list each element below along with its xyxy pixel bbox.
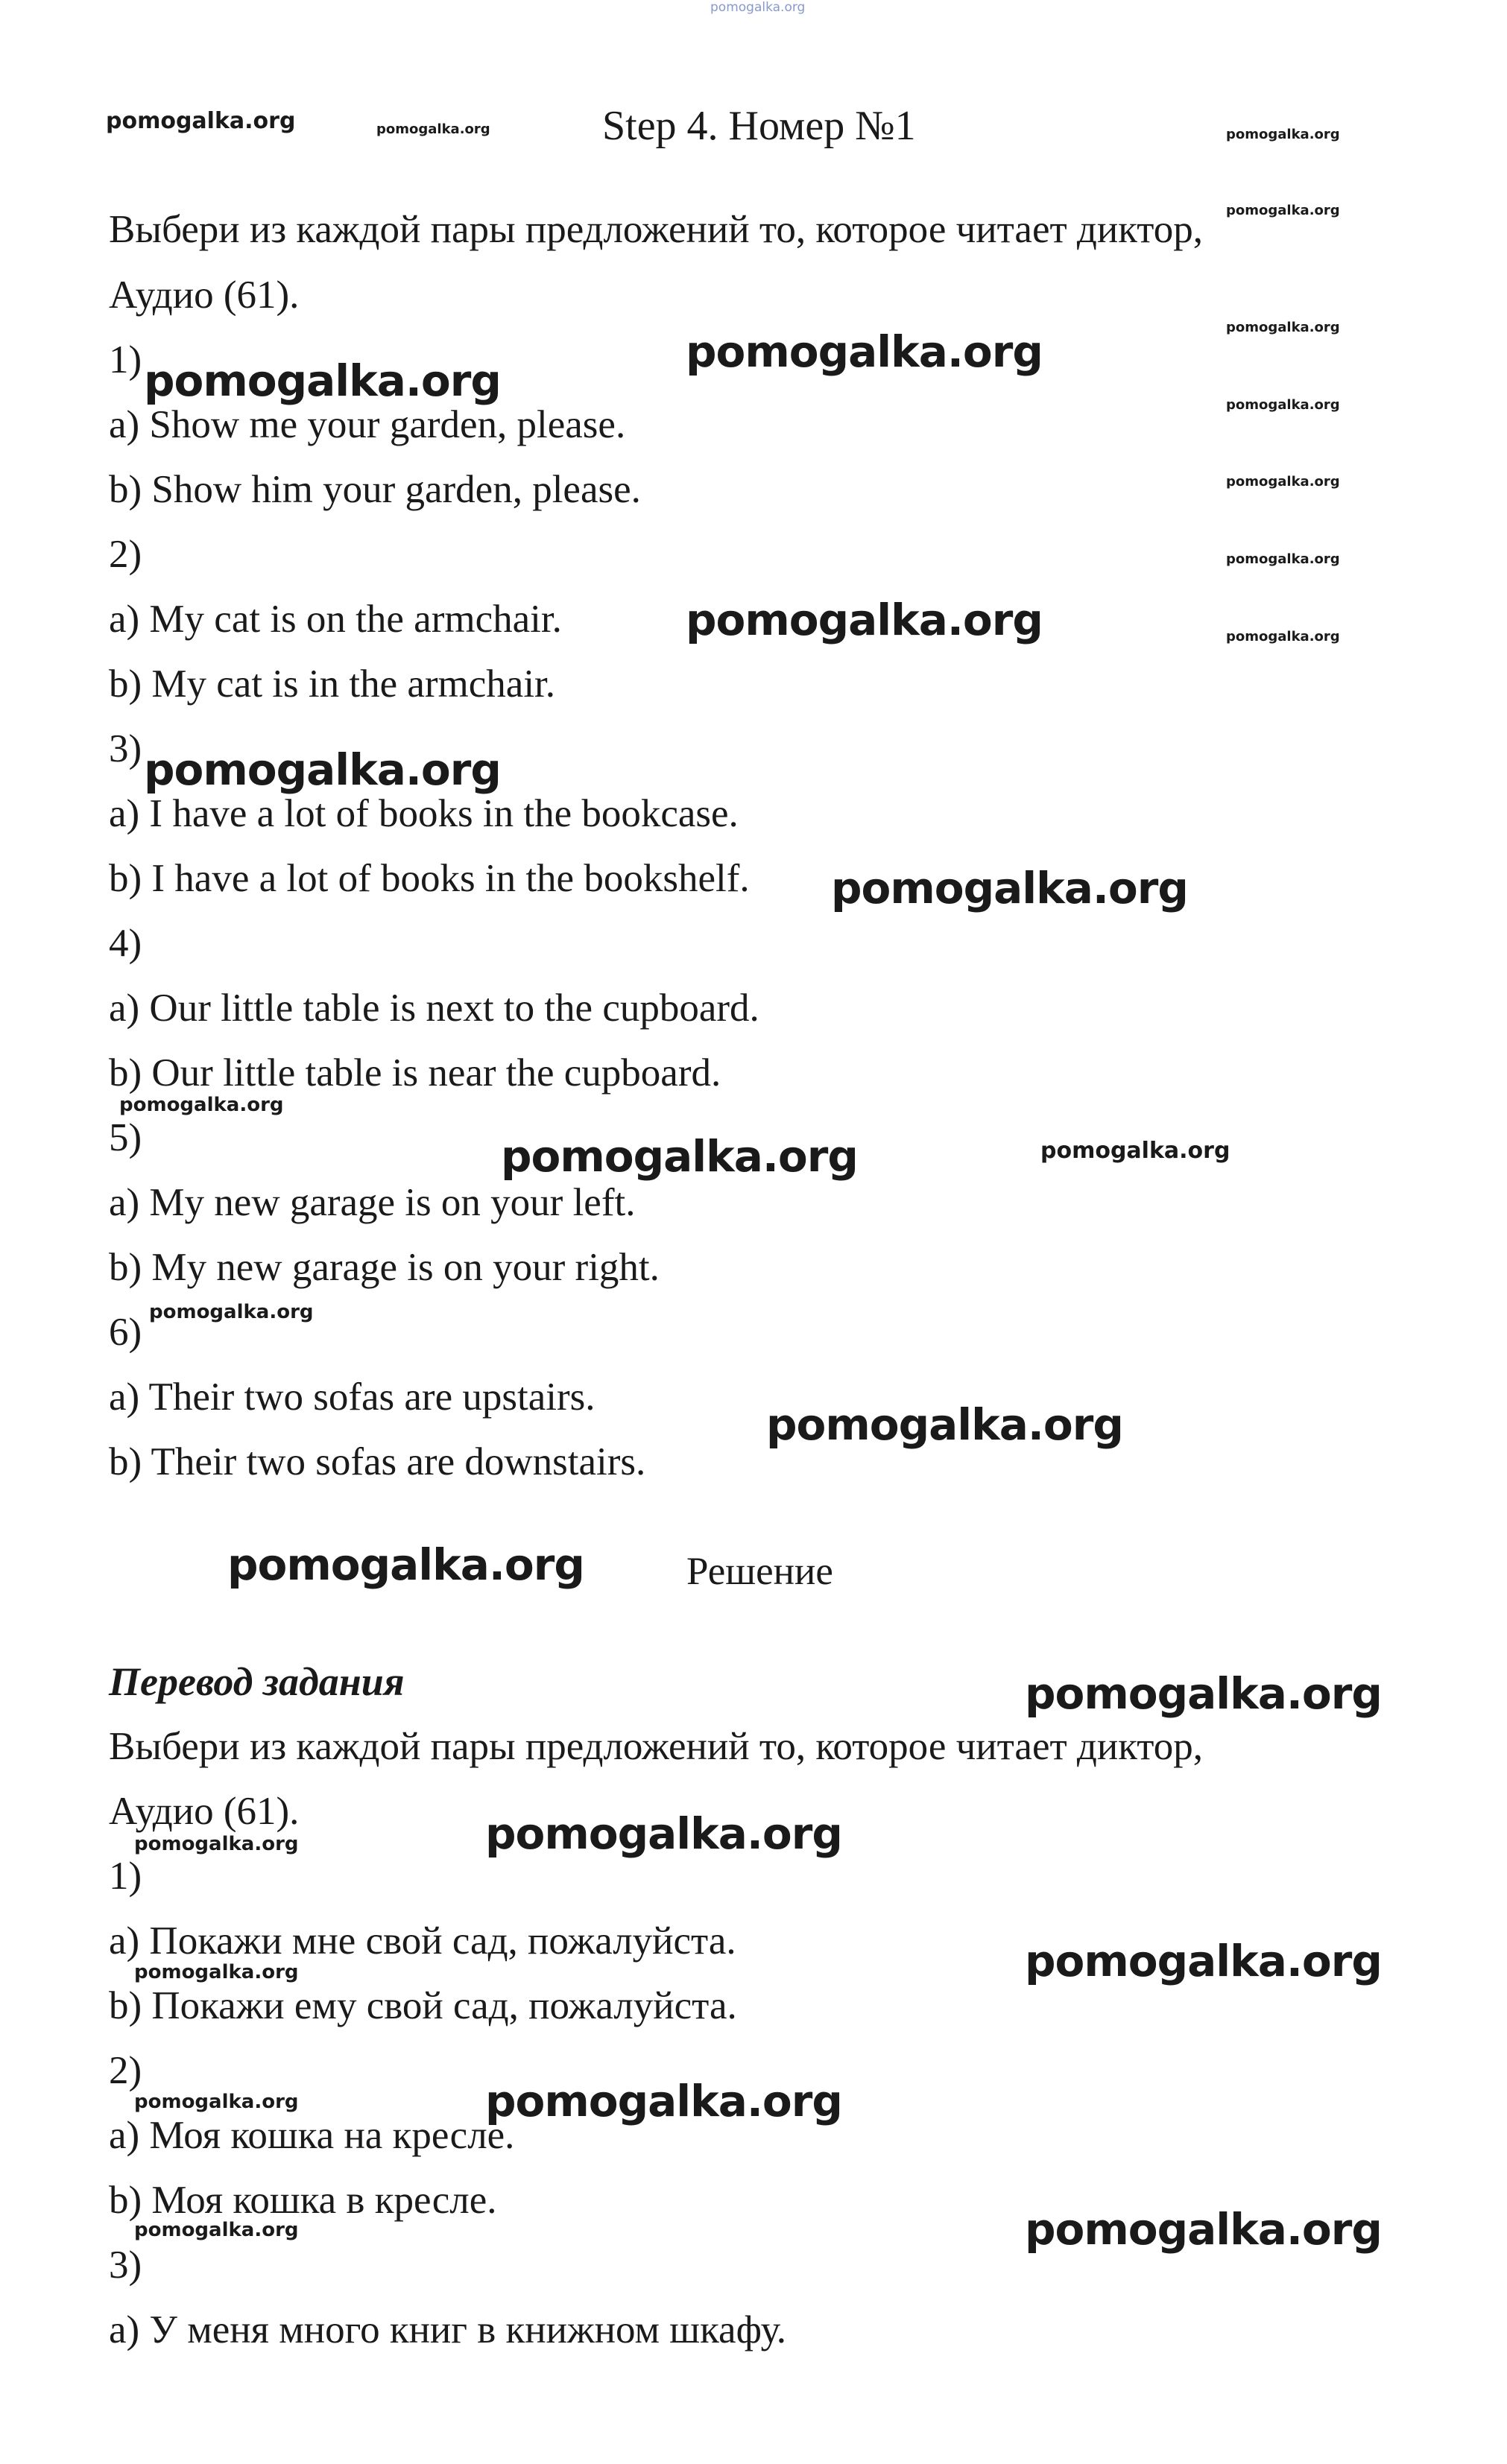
- watermark: pomogalka.org: [1040, 1138, 1230, 1164]
- watermark: pomogalka.org: [1226, 474, 1340, 490]
- translation-instruction-line: Выбери из каждой пары предложений то, которое читает диктор,: [109, 1725, 1203, 1768]
- watermark: pomogalka.org: [1025, 2204, 1382, 2255]
- page-title: Step 4. Номер №1: [602, 103, 916, 149]
- instruction-line: Выбери из каждой пары предложений то, которое читает диктор,: [109, 208, 1203, 251]
- watermark: pomogalka.org: [1226, 320, 1340, 335]
- watermark: pomogalka.org: [1226, 551, 1340, 567]
- item-number: 6): [109, 1311, 142, 1354]
- watermark: pomogalka.org: [1226, 397, 1340, 413]
- item-number: 1): [109, 338, 142, 381]
- watermark: pomogalka.org: [485, 1808, 842, 1859]
- item-number: 3): [109, 727, 142, 770]
- watermark: pomogalka.org: [501, 1131, 858, 1182]
- watermark: pomogalka.org: [1226, 203, 1340, 218]
- instruction-line: Аудио (61).: [109, 273, 300, 317]
- watermark: pomogalka.org: [144, 744, 501, 795]
- item-number: 5): [109, 1116, 142, 1159]
- option-b: b) Покажи ему свой сад, пожалуйста.: [109, 1984, 737, 2027]
- option-a: a) Their two sofas are upstairs.: [109, 1375, 595, 1419]
- watermark: pomogalka.org: [1226, 629, 1340, 644]
- item-number: 3): [109, 2243, 142, 2287]
- option-b: b) Моя кошка в кресле.: [109, 2179, 497, 2222]
- option-b: b) Their two sofas are downstairs.: [109, 1440, 646, 1483]
- watermark: pomogalka.org: [485, 2076, 842, 2126]
- translation-heading: Перевод задания: [109, 1659, 405, 1704]
- watermark: pomogalka.org: [134, 1961, 299, 1983]
- watermark: pomogalka.org: [149, 1301, 314, 1323]
- option-b: b) My new garage is on your right.: [109, 1246, 660, 1289]
- watermark: pomogalka.org: [134, 2219, 299, 2241]
- option-b: b) Show him your garden, please.: [109, 468, 641, 511]
- translation-instruction-line: Аудио (61).: [109, 1790, 300, 1833]
- watermark: pomogalka.org: [119, 1094, 284, 1116]
- watermark: pomogalka.org: [686, 595, 1043, 645]
- item-number: 2): [109, 2049, 142, 2092]
- option-a: a) My new garage is on your left.: [109, 1181, 636, 1224]
- option-a: а) У меня много книг в книжном шкафу.: [109, 2308, 787, 2351]
- watermark: pomogalka.org: [134, 1833, 299, 1855]
- watermark: pomogalka.org: [144, 355, 501, 406]
- watermark: pomogalka.org: [686, 326, 1043, 377]
- option-b: b) Our little table is near the cupboard.: [109, 1051, 721, 1095]
- option-a: а) Моя кошка на кресле.: [109, 2114, 515, 2157]
- watermark: pomogalka.org: [1025, 1668, 1382, 1719]
- option-a: a) I have a lot of books in the bookcase.: [109, 792, 739, 835]
- option-a: a) Покажи мне свой сад, пожалуйста.: [109, 1919, 736, 1963]
- item-number: 4): [109, 922, 142, 965]
- watermark: pomogalka.org: [134, 2091, 299, 2113]
- watermark: pomogalka.org: [227, 1539, 584, 1590]
- option-b: b) I have a lot of books in the bookshelf.: [109, 857, 750, 900]
- item-number: 2): [109, 533, 142, 576]
- option-a: a) Our little table is next to the cupboard.: [109, 986, 759, 1030]
- watermark: pomogalka.org: [831, 863, 1188, 913]
- option-a: a) Show me your garden, please.: [109, 403, 626, 446]
- watermark: pomogalka.org: [1226, 127, 1340, 142]
- solution-label: Решение: [686, 1550, 833, 1593]
- watermark: pomogalka.org: [106, 108, 296, 134]
- item-number: 1): [109, 1855, 142, 1898]
- option-a: a) My cat is on the armchair.: [109, 598, 562, 641]
- watermark: pomogalka.org: [376, 121, 490, 137]
- watermark: pomogalka.org: [766, 1399, 1123, 1450]
- watermark: pomogalka.org: [1025, 1936, 1382, 1986]
- top-watermark: pomogalka.org: [710, 0, 806, 15]
- option-b: b) My cat is in the armchair.: [109, 662, 556, 706]
